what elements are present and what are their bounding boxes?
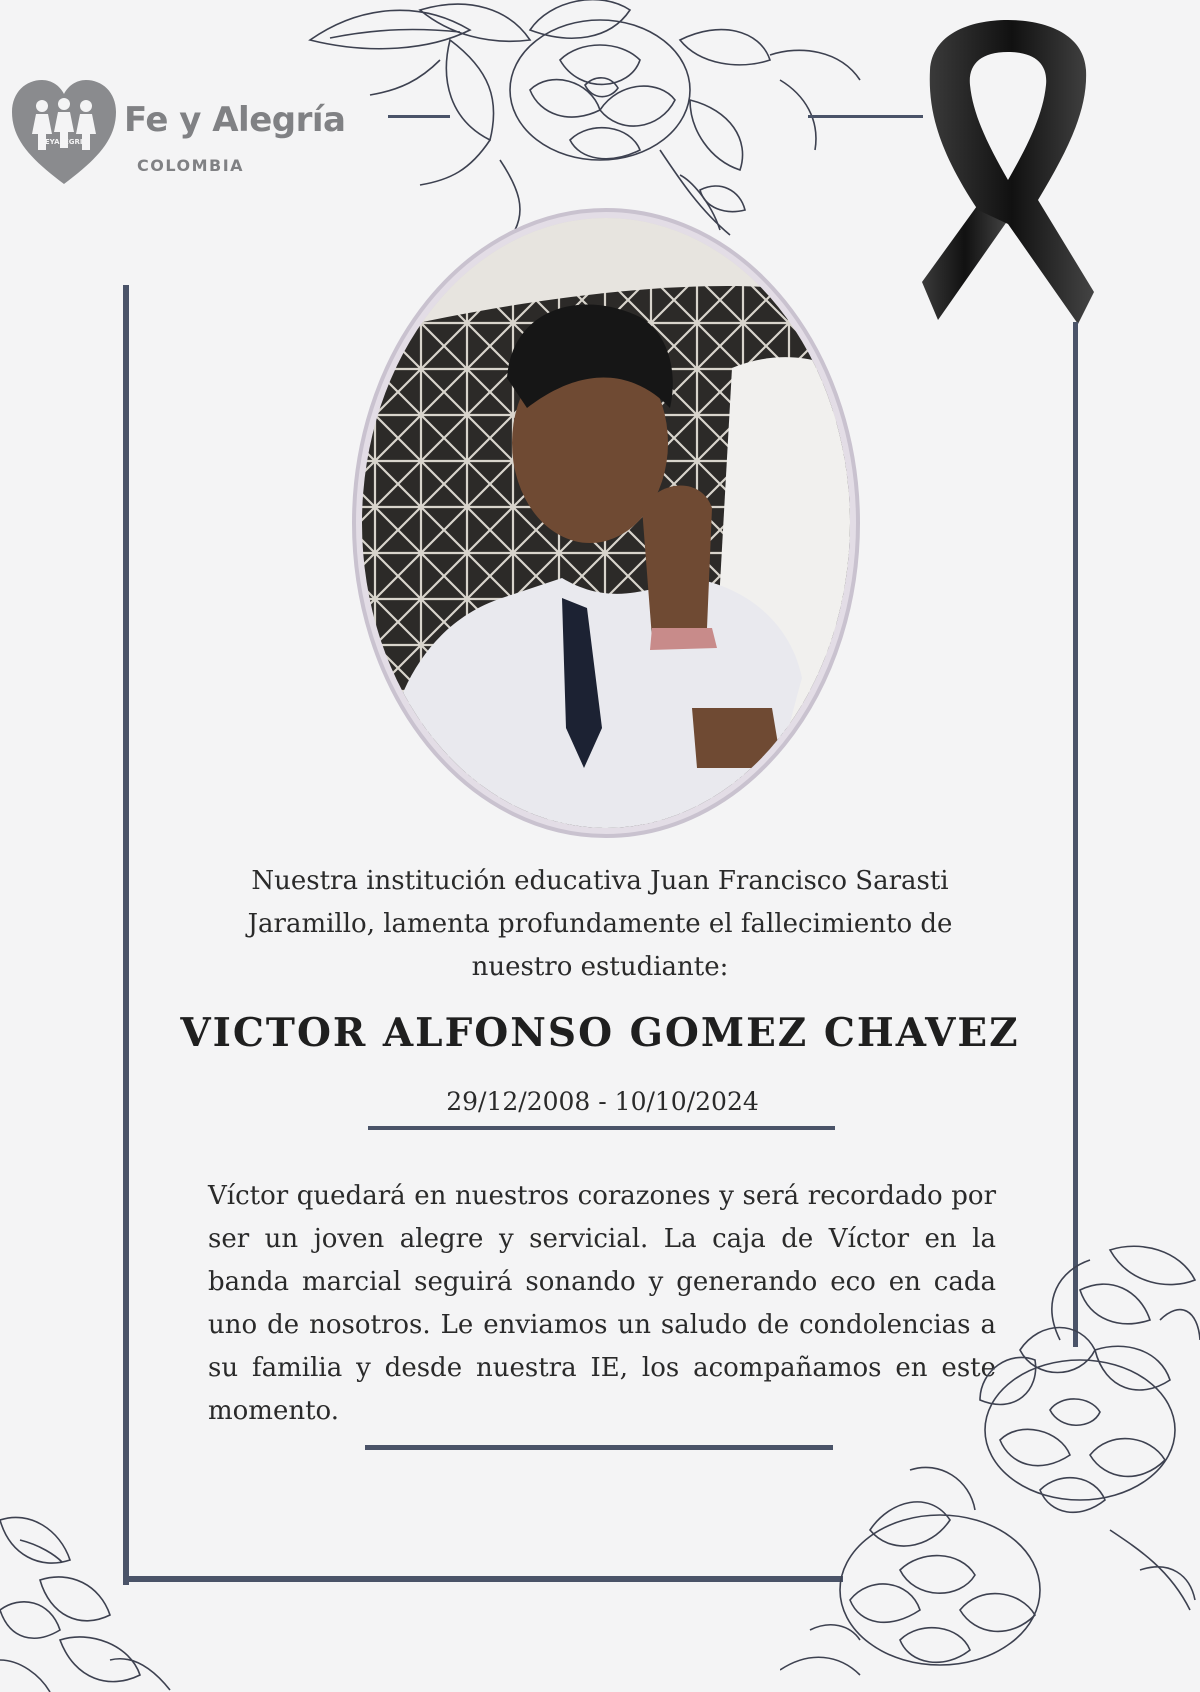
- logo-country: COLOMBIA: [137, 156, 245, 175]
- logo-heart-icon: [12, 80, 116, 186]
- header-divider-right: [808, 115, 923, 118]
- floral-decoration-bottom-left: [0, 1500, 180, 1692]
- dates-underline: [368, 1126, 835, 1130]
- logo-name: Fe y Alegría: [124, 100, 346, 140]
- intro-text: Nuestra institución educativa Juan Francisco Sarasti Jaramillo, lamenta profundamente el fallecimiento de nuestro estudiante:: [247, 866, 953, 982]
- frame-right-line: [1073, 322, 1078, 1347]
- student-name: VICTOR ALFONSO GOMEZ CHAVEZ: [180, 1010, 1020, 1056]
- mourning-ribbon-icon: [918, 20, 1098, 325]
- life-dates: 29/12/2008 - 10/10/2024: [446, 1087, 759, 1116]
- logo-heart-text: FEYALEGRIA: [40, 138, 88, 146]
- student-portrait-photo: [352, 208, 860, 838]
- header-divider-left: [388, 115, 450, 118]
- floral-decoration-bottom-right: [780, 1230, 1200, 1692]
- tribute-message: Víctor quedará en nuestros corazones y será recordado por ser un joven alegre y servicial. La caja de Víctor en la banda marcial seguirá sonando y generando eco en cada uno de nosotros. Le enviamos un saludo de condolencias a su familia y desde nuestra IE, los acompañamos en este momento.: [208, 1181, 996, 1426]
- frame-bottom-line: [123, 1576, 843, 1582]
- message-underline: [365, 1445, 833, 1450]
- frame-left-line: [123, 285, 129, 1585]
